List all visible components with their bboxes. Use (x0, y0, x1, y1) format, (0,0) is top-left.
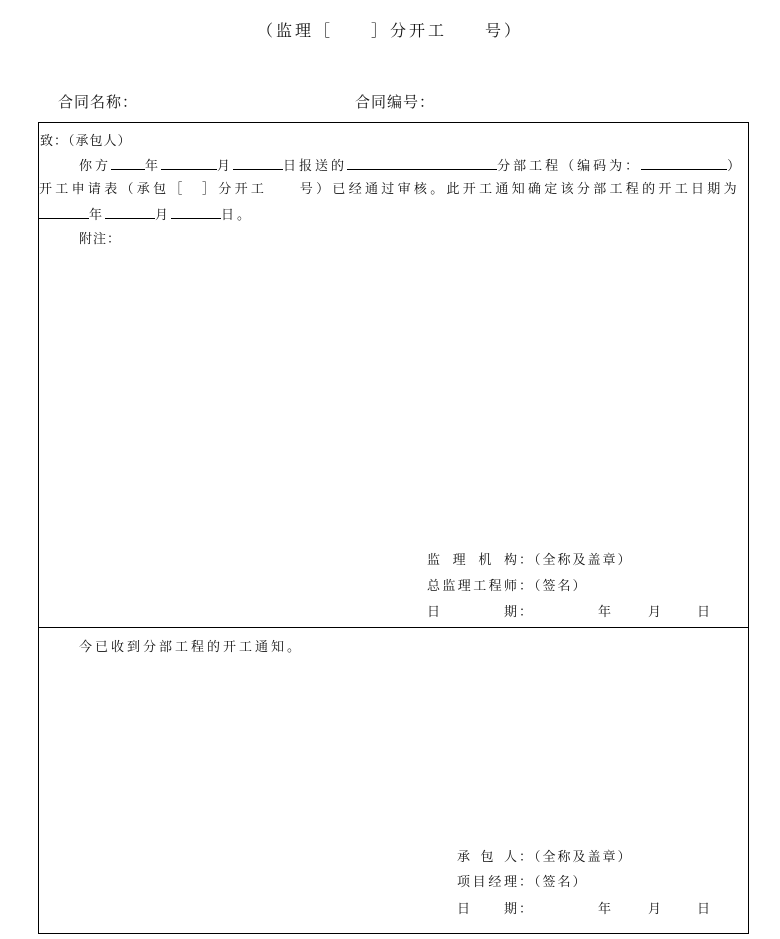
project-manager-label: 项目经理 (457, 874, 519, 889)
supervisor-org-row (427, 552, 633, 568)
receipt-text: 今已收到分部工程的开工通知。 (79, 639, 304, 654)
blank-start-year (39, 206, 89, 219)
blank-start-month (105, 206, 155, 219)
notice-form-box (38, 122, 749, 934)
contractor-label: 承 包 人 (457, 849, 519, 864)
start-day-text: 日。 (221, 207, 254, 222)
remarks-label: 附注： (79, 231, 122, 246)
supervisor-date-colon: ： (519, 604, 535, 619)
blank-submit-month (161, 157, 217, 170)
supervisor-org-label: 监 理 机 构 (427, 552, 519, 567)
project-manager-value: ：（签名） (519, 874, 588, 889)
supervisor-date-label: 日 期 (427, 604, 519, 619)
contractor-date-day: 日 (697, 901, 713, 916)
notice-sentence-line-1 (79, 157, 743, 173)
project-code-text: 分部工程（编码为： (497, 158, 642, 173)
year-text: 年 (145, 158, 162, 173)
month-text: 月 (217, 158, 234, 173)
notice-sentence-line-3 (39, 206, 253, 222)
start-year-text: 年 (89, 207, 106, 222)
remarks-line (79, 231, 121, 247)
supervisor-org-value: ：（全称及盖章） (519, 552, 633, 567)
addressee-text: 致：（承包人） (40, 133, 132, 148)
blank-project-name (347, 157, 497, 170)
project-manager-row (457, 874, 588, 890)
submitted-text: 日报送的 (283, 158, 348, 173)
form-number-title: （监理［ ］分开工 号） (256, 23, 523, 40)
blank-project-code (641, 157, 727, 170)
chief-engineer-value: ：（签名） (519, 578, 588, 593)
chief-engineer-row (427, 578, 588, 594)
blank-start-day (171, 206, 221, 219)
contractor-row (457, 849, 633, 865)
contractor-value: ：（全称及盖章） (519, 849, 633, 864)
close-paren-text: ） (727, 158, 744, 173)
contractor-date-row (457, 901, 727, 917)
supervisor-date-year: 年 (598, 604, 614, 619)
contractor-date-colon: ： (519, 901, 535, 916)
blank-submit-year (111, 157, 145, 170)
contract-number-label: 合同编号： (355, 95, 436, 111)
contract-name-label: 合同名称： (58, 95, 139, 111)
supervisor-date-month: 月 (648, 604, 664, 619)
blank-submit-day (233, 157, 283, 170)
contractor-date-month: 月 (648, 901, 664, 916)
approval-text: 开工申请表（承包［ ］分开工 号）已经通过审核。此开工通知确定该分部工程的开工日期为 (39, 181, 740, 196)
section-divider (39, 627, 748, 628)
chief-engineer-label: 总监理工程师 (427, 578, 519, 593)
notice-sentence-line-2 (39, 181, 740, 197)
addressee-line (40, 133, 132, 149)
supervisor-date-day: 日 (697, 604, 713, 619)
start-month-text: 月 (155, 207, 172, 222)
contractor-date-year: 年 (598, 901, 614, 916)
you-text: 你方 (79, 158, 112, 173)
supervisor-date-row (427, 604, 727, 620)
contractor-date-label: 日 期 (457, 901, 519, 916)
receipt-line (79, 639, 303, 655)
